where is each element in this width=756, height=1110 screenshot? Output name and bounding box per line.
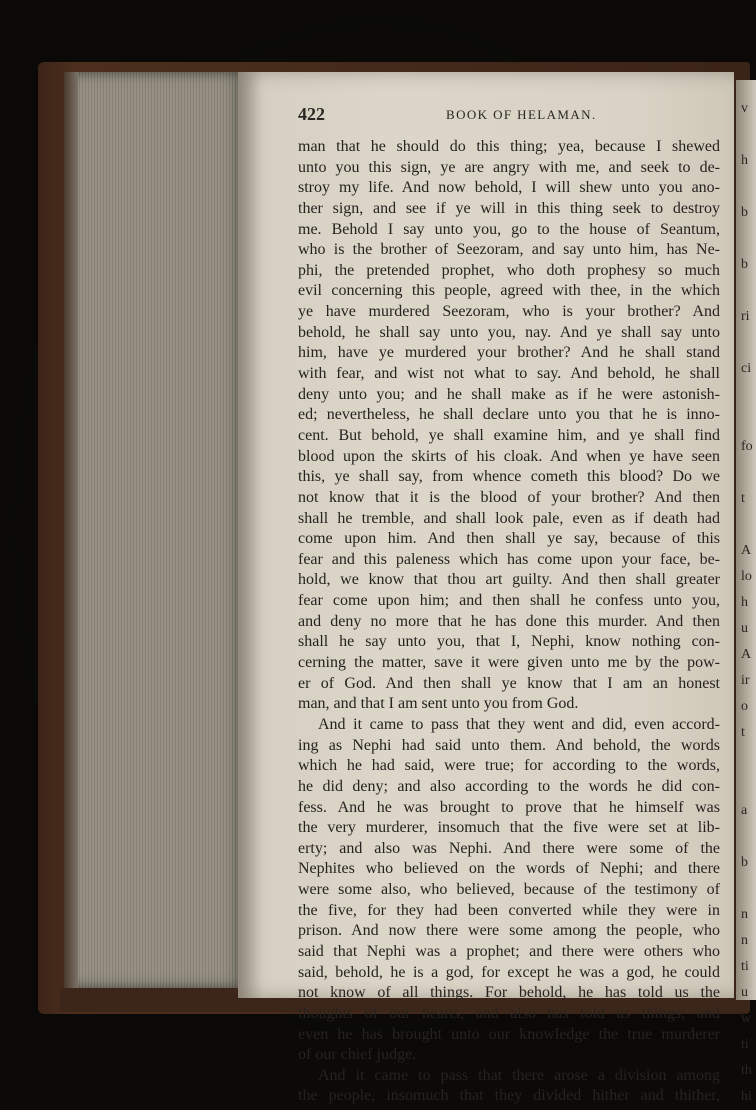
text-line: the very murderer, insomuch that the five were set at lib- (298, 819, 720, 837)
facing-page-letter: ir (741, 673, 750, 688)
facing-page-letter: lo (741, 569, 752, 584)
page-block-shadow (64, 72, 78, 988)
facing-page-letter: A (741, 543, 752, 558)
text-line: fear and this paleness which has come upon your face, be- (298, 550, 720, 568)
text-line: come upon him. And then shall ye say, because of this (298, 530, 720, 548)
text-line: erty; and also was Nephi. And there were some of the (298, 839, 720, 857)
facing-page-letter (741, 382, 756, 408)
facing-page-letter: o (741, 699, 748, 714)
facing-page-letter (741, 824, 756, 850)
facing-page-letter: h (741, 595, 748, 610)
facing-page-letter (741, 408, 756, 434)
facing-page-letter: b (741, 205, 748, 220)
facing-page-letter: hi (741, 1089, 752, 1104)
text-line: shall he tremble, and shall look pale, even as if death had (298, 509, 720, 527)
text-line: of our chief judge. (298, 1046, 417, 1064)
facing-page-letter (741, 122, 756, 148)
text-line: this, ye shall say, from whence cometh this blood? Do we (298, 468, 720, 486)
text-line: even he has brought unto our knowledge the true murderer (298, 1025, 720, 1043)
facing-page-letter: t (741, 491, 745, 506)
facing-page-letter: ci (741, 361, 752, 376)
facing-page-letter: h (741, 153, 748, 168)
facing-page-letter: ri (741, 309, 750, 324)
text-line: behold, he shall say unto you, nay. And ye shall say unto (298, 323, 720, 341)
facing-page-letter: a (741, 803, 748, 818)
facing-page-letter (741, 876, 756, 902)
text-line: And it came to pass that they went and did, even accord- (318, 715, 720, 733)
text-line: ye have murdered Seezoram, who is your brother? And (298, 303, 720, 321)
facing-page-letter (741, 512, 756, 538)
text-line: were some also, who believed, because of the testimony of (298, 881, 720, 899)
text-line: not know of all things. For behold, he has told us the (298, 984, 720, 1002)
text-line: shall he say unto you, that I, Nephi, know nothing con- (298, 633, 720, 651)
facing-page-letter: A (741, 647, 752, 662)
page-header (298, 104, 722, 124)
text-line: unto you this sign, ye are angry with me, and seek to de- (298, 158, 720, 176)
text-line: ing as Nephi had said unto them. And behold, the words (298, 736, 720, 754)
text-line: ed; nevertheless, he shall declare unto you that he is inno- (298, 406, 720, 424)
text-line: stroy my life. And now behold, I will shew unto you ano- (298, 179, 720, 197)
facing-page-letter: b (741, 855, 748, 870)
facing-page-letter: t (741, 725, 745, 740)
facing-page-letter: n (741, 933, 748, 948)
text-line: and deny no more that he has done this murder. And then (298, 612, 720, 630)
text-line: cerning the matter, save it were given unto me by the pow- (298, 654, 720, 672)
text-line: said that Nephi was a prophet; and there were others who (298, 942, 720, 960)
facing-page-letter: b (741, 257, 748, 272)
page-text (298, 137, 720, 1107)
text-line: And it came to pass that there arose a division among (318, 1066, 720, 1084)
facing-page-letter (741, 174, 756, 200)
text-line: him, have ye murdered your brother? And he shall stand (298, 344, 720, 362)
text-line: fear come upon him; and then shall he confess unto you, (298, 592, 720, 610)
text-line: with fear, and wist not what to say. And behold, he shall (298, 365, 720, 383)
text-line: blood upon the skirts of his cloak. And when ye have seen (298, 447, 720, 465)
text-line: deny unto you; and he shall make as if he were astonish- (298, 385, 720, 403)
facing-page-letter (741, 226, 756, 252)
text-line: cent. But behold, ye shall examine him, and ye shall find (298, 426, 720, 444)
facing-page-letters (741, 96, 756, 1104)
text-line: phi, the pretended prophet, who doth prophesy so much (298, 261, 720, 279)
text-line: not know that it is the blood of your brother? And then (298, 488, 720, 506)
facing-page-letter: ti (741, 959, 749, 974)
text-line: prison. And now there were some among the people, who (298, 922, 720, 940)
facing-page-letter (741, 278, 756, 304)
facing-page-letter: w (741, 1011, 752, 1026)
facing-page-letter: u (741, 985, 748, 1000)
text-line: he did deny; and also according to the words he did con- (298, 777, 720, 795)
facing-page-letter (741, 746, 756, 772)
text-line: ther sign, and see if ye will in this thing seek to destroy (298, 199, 720, 217)
text-line: the five, for they had been converted while they were in (298, 901, 720, 919)
text-line: hold, we know that thou art guilty. And then shall greater (298, 571, 720, 589)
text-line: me. Behold I say unto you, go to the house of Seantum, (298, 220, 720, 238)
text-line: fess. And he was brought to prove that he himself was (298, 798, 720, 816)
text-line: er of God. And then shall ye know that I am an honest (298, 674, 720, 692)
text-line: the people, insomuch that they divided hither and thither, (298, 1087, 720, 1105)
facing-page-letter (741, 460, 756, 486)
page-block-edges (64, 72, 244, 988)
facing-page-letter (741, 330, 756, 356)
text-line: man, and that I am sent unto you from God. (298, 695, 579, 713)
text-line: evil concerning this people, agreed with thee, in the which (298, 282, 720, 300)
facing-page-letter: ti (741, 1037, 749, 1052)
running-head: BOOK OF HELAMAN. (446, 107, 597, 122)
facing-page-letter: n (741, 907, 748, 922)
facing-page-letter: fo (741, 439, 753, 454)
facing-page-letter: v (741, 101, 748, 116)
text-line: said, behold, he is a god, for except he was a god, he could (298, 963, 720, 981)
text-line: thoughts of our hearts, and also has told us things; and (298, 1004, 720, 1022)
text-line: which he had said, were true; for according to the words, (298, 757, 720, 775)
text-line: Nephites who believed on the words of Nephi; and there (298, 860, 720, 878)
facing-page-letter (741, 772, 756, 798)
facing-page-letter: th (741, 1063, 752, 1078)
text-line: man that he should do this thing; yea, because I shewed (298, 138, 720, 155)
text-line: who is the brother of Seezoram, and say unto him, has Ne- (298, 241, 720, 259)
facing-page-letter: u (741, 621, 748, 636)
page-number: 422 (298, 104, 325, 124)
